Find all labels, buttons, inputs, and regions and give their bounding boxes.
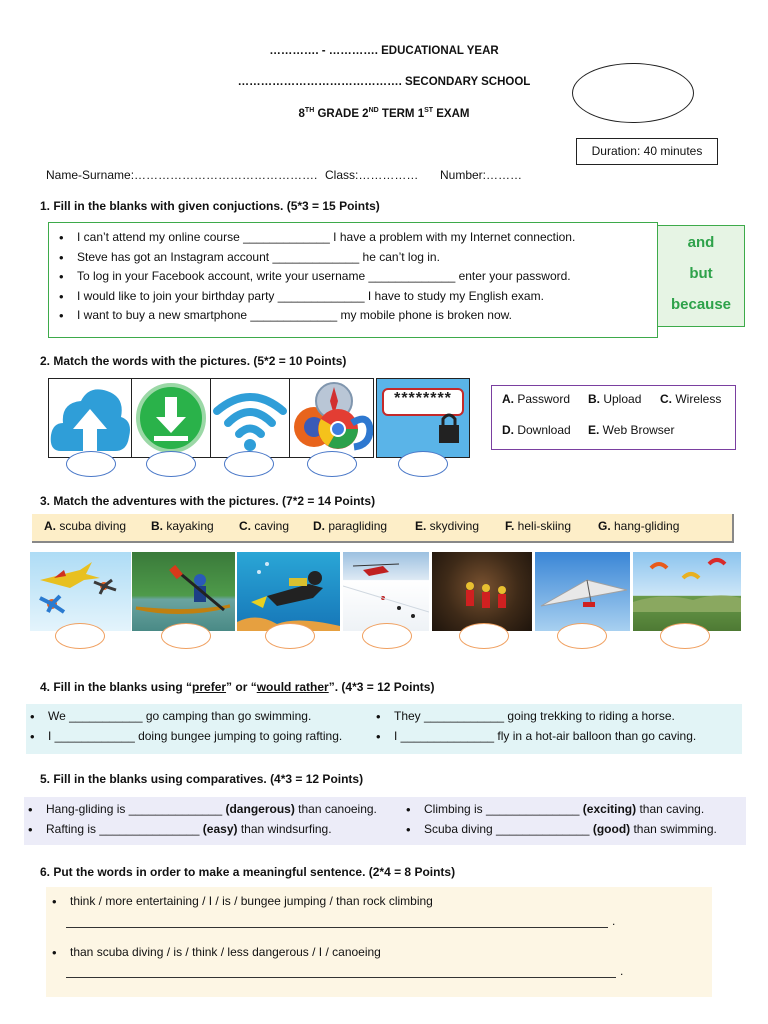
- adventure-option-f: F. heli-skiing: [505, 519, 572, 533]
- q3-answer-oval-7[interactable]: [660, 623, 710, 649]
- educational-year-line: …………. - …………. EDUCATIONAL YEAR: [269, 45, 499, 57]
- q3-options-bar: [32, 514, 734, 543]
- q6-prompt-2: • than scuba diving / is / think / less dangerous / I / canoeing: [48, 943, 381, 963]
- q6-title: 6. Put the words in order to make a meaningful sentence. (2*4 = 8 Points): [40, 865, 456, 879]
- q6-period-1: .: [612, 914, 616, 928]
- score-oval: [572, 63, 694, 123]
- q3-answer-oval-5[interactable]: [459, 623, 509, 649]
- q1-sentence-4[interactable]: • I would like to join your birthday party _____________ I have to study my English exam.: [55, 287, 657, 307]
- q5-title: 5. Fill in the blanks using comparatives. (4*3 = 12 Points): [40, 772, 364, 786]
- q1-box: [48, 222, 658, 338]
- q6-box: [46, 887, 712, 997]
- q5-box: [24, 797, 746, 845]
- q4-sentence-1[interactable]: • We ___________ go camping than go swimming.: [26, 707, 342, 727]
- number-field[interactable]: Number:………: [440, 168, 523, 182]
- q3-answer-oval-4[interactable]: [362, 623, 412, 649]
- wireless-icon: [210, 378, 290, 458]
- q4-title: 4. Fill in the blanks using “prefer” or “would rather”. (4*3 = 12 Points): [40, 680, 435, 694]
- upload-cloud-icon: [48, 378, 133, 458]
- adventure-option-d: D. paragliding: [313, 519, 388, 533]
- q3-answer-oval-1[interactable]: [55, 623, 105, 649]
- duration-box: Duration: 40 minutes: [576, 138, 718, 165]
- heli-skiing-picture: [343, 552, 429, 631]
- q2-answer-oval-1[interactable]: [66, 451, 116, 477]
- adventure-option-g: G. hang-gliding: [598, 519, 680, 533]
- paragliding-picture: [633, 552, 741, 631]
- q2-title: 2. Match the words with the pictures. (5*2 = 10 Points): [40, 354, 347, 368]
- option-a-password: A. Password: [502, 392, 571, 406]
- q5-sentence-2[interactable]: • Rafting is _______________ (easy) than windsurfing.: [24, 820, 377, 840]
- q3-answer-oval-2[interactable]: [161, 623, 211, 649]
- download-icon: [131, 378, 211, 458]
- q3-answer-oval-6[interactable]: [557, 623, 607, 649]
- q4-box: [26, 704, 742, 754]
- hang-gliding-picture: [535, 552, 630, 631]
- q2-answer-oval-3[interactable]: [224, 451, 274, 477]
- skydiving-picture: [30, 552, 131, 631]
- q2-answer-oval-4[interactable]: [307, 451, 357, 477]
- q4-sentence-3[interactable]: • They ____________ going trekking to riding a horse.: [372, 707, 696, 727]
- option-e-web-browser: E. Web Browser: [588, 423, 675, 437]
- school-line: ……………………………………. SECONDARY SCHOOL: [237, 76, 531, 88]
- kayaking-picture: [132, 552, 235, 631]
- q6-prompt-1: • think / more entertaining / I / is / bungee jumping / than rock climbing: [48, 892, 433, 912]
- q5-sentence-4[interactable]: • Scuba diving ______________ (good) than swimming.: [402, 820, 717, 840]
- conjunction-word-box: [657, 225, 745, 327]
- word-because: because: [670, 296, 732, 313]
- password-stars: ********: [394, 390, 452, 407]
- adventure-option-e: E. skydiving: [415, 519, 480, 533]
- q1-sentence-1[interactable]: • I can’t attend my online course _____________ I have a problem with my Internet connection.: [55, 228, 657, 248]
- word-but: but: [689, 265, 713, 282]
- option-b-upload: B. Upload: [588, 392, 642, 406]
- q1-sentence-5[interactable]: • I want to buy a new smartphone _____________ my mobile phone is broken now.: [55, 306, 657, 326]
- q1-sentence-2[interactable]: • Steve has got an Instagram account _____________ he can’t log in.: [55, 248, 657, 268]
- q2-options-box: [491, 385, 736, 450]
- class-field[interactable]: Class:……………: [325, 168, 419, 182]
- q3-title: 3. Match the adventures with the pictures. (7*2 = 14 Points): [40, 494, 376, 508]
- adventure-option-b: B. kayaking: [151, 519, 214, 533]
- option-d-download: D. Download: [502, 423, 571, 437]
- q1-sentence-3[interactable]: • To log in your Facebook account, write your username _____________ enter your password.: [55, 267, 657, 287]
- q1-title: 1. Fill in the blanks with given conjuctions. (5*3 = 15 Points): [40, 199, 380, 213]
- word-and: and: [687, 234, 715, 251]
- q4-sentence-4[interactable]: • I ______________ fly in a hot-air balloon than go caving.: [372, 727, 696, 747]
- adventure-option-c: C. caving: [239, 519, 290, 533]
- name-surname-field[interactable]: Name-Surname:……………………………………….: [46, 168, 318, 182]
- q6-answer-line-1[interactable]: [66, 927, 608, 928]
- q4-sentence-2[interactable]: • I ____________ doing bungee jumping to going rafting.: [26, 727, 342, 747]
- caving-picture: [432, 552, 532, 631]
- q3-answer-oval-3[interactable]: [265, 623, 315, 649]
- q2-answer-oval-5[interactable]: [398, 451, 448, 477]
- adventure-option-a: A. scuba diving: [44, 519, 127, 533]
- scuba-diving-picture: [237, 552, 340, 631]
- q5-sentence-1[interactable]: • Hang-gliding is ______________ (dangerous) than canoeing.: [24, 800, 377, 820]
- password-icon: [376, 378, 470, 458]
- q6-answer-line-2[interactable]: [66, 977, 616, 978]
- exam-title: 8TH GRADE 2ND TERM 1ST EXAM: [298, 107, 470, 120]
- option-c-wireless: C. Wireless: [660, 392, 722, 406]
- q2-answer-oval-2[interactable]: [146, 451, 196, 477]
- q6-period-2: .: [620, 964, 624, 978]
- web-browser-icon: [289, 378, 374, 458]
- q5-sentence-3[interactable]: • Climbing is ______________ (exciting) than caving.: [402, 800, 717, 820]
